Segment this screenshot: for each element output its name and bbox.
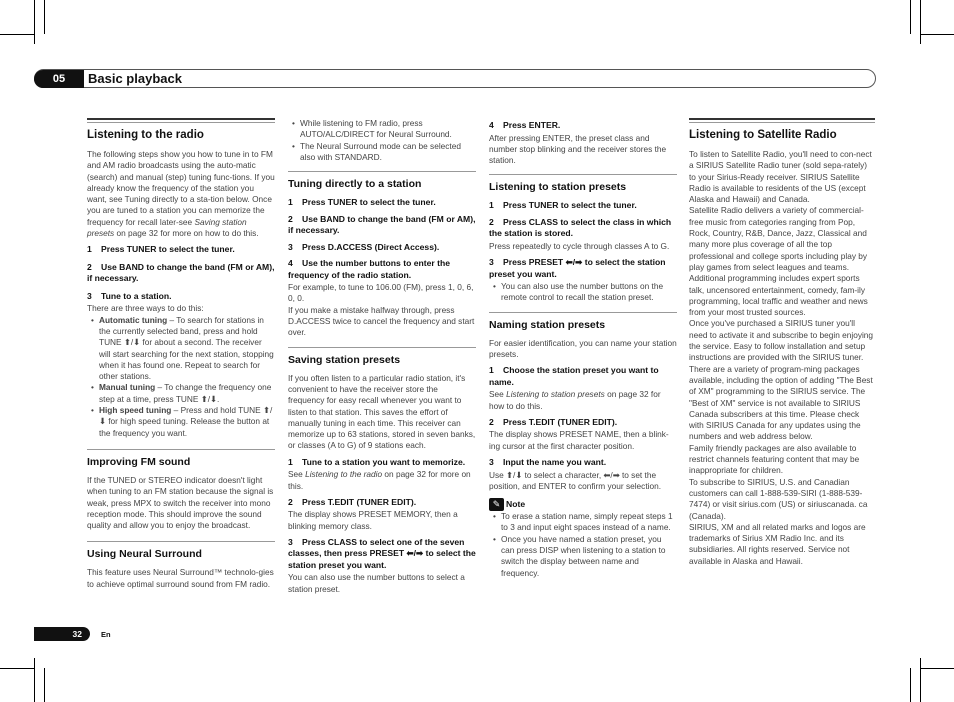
- column-4: [689, 118, 875, 567]
- step-3: 3 Tune to a station.: [87, 290, 172, 301]
- step-1: 1 Tune to a station you want to memorize.: [288, 456, 466, 467]
- subsection-title: Listening to station presets: [489, 181, 627, 194]
- step-2: 2 Press T.EDIT (TUNER EDIT).: [489, 416, 618, 427]
- subsection-title: Improving FM sound: [87, 455, 191, 468]
- step-4-text-2: If you make a mistake halfway through, press D.ACCESS twice to cancel the frequency and start over.: [288, 304, 475, 338]
- step-1: 1 Choose the station preset you want to name.: [489, 365, 659, 387]
- crop-mark: [0, 34, 34, 35]
- step-4-text: For example, to tune to 106.00 (FM), press 1, 0, 6, 0, 0.: [288, 282, 474, 304]
- pencil-icon: ✎: [489, 498, 504, 511]
- step-4: 4 Press ENTER.: [489, 120, 561, 130]
- step-1: 1 Press TUNER to select the tuner.: [288, 197, 436, 208]
- crop-mark: [0, 668, 34, 669]
- name-text: For easier identification, you can name your station presets.: [489, 337, 677, 360]
- divider: [489, 174, 677, 175]
- paragraph: Family friendly packages are also available to restrict channels featuring content that may be inappropriate for children.: [689, 442, 860, 476]
- step-3-text: There are three ways to do this:: [87, 303, 204, 314]
- crop-mark: [920, 34, 954, 35]
- fm-text: If the TUNED or STEREO indicator doesn't light when tuning to an FM station because the signal is weak, press MPX to switch the receiver into mono reception mode. This should improve the sound quality and allow you to enjoy the broadcast.: [87, 474, 274, 531]
- column-2: [288, 118, 476, 595]
- section-title: Listening to Satellite Radio: [689, 129, 837, 141]
- crop-mark: [34, 658, 35, 702]
- divider: [87, 449, 275, 450]
- step-3-text: You can also use the number buttons to select a station preset.: [288, 572, 465, 594]
- list-item: • High speed tuning – Press and hold TUNE ⬆/⬇ for high speed tuning. Release the button at the frequency you want.: [87, 405, 275, 439]
- paragraph: To subscribe to SIRIUS, U.S. and Canadian customers can call 1-888-539-SIRI (1-888-539-7474) or visit sirius.com (US) or siriuscanada. ca (Canada).: [689, 476, 868, 521]
- section-rule: [689, 118, 875, 123]
- crop-mark: [920, 668, 954, 669]
- step-3: 3 Press PRESET ⬅/➡ to select the station preset you want.: [489, 257, 666, 279]
- language-label: En: [101, 630, 111, 639]
- step-1: 1 Press TUNER to select the tuner.: [87, 244, 235, 255]
- step-3-text: Use ⬆/⬇ to select a character, ⬅/➡ to set the position, and ENTER to confirm your selection.: [489, 469, 662, 491]
- crop-mark: [920, 0, 921, 44]
- subsection-title: Saving station presets: [288, 353, 401, 366]
- step-2-text: The display shows PRESET NAME, then a blink-ing cursor at the first character position.: [489, 429, 669, 451]
- ns-text: This feature uses Neural Surround™ technolo-gies to achieve optimal surround sound from FM radio.: [87, 567, 274, 589]
- list-item: • Manual tuning – To change the frequency one step at a time, press TUNE ⬆/⬇.: [87, 382, 275, 405]
- section-title: Listening to the radio: [87, 129, 204, 141]
- chapter-title: Basic playback: [88, 71, 182, 86]
- intro-text: The following steps show you how to tune in to FM and AM radio broadcasts using the auto-matic (search) and manual (step) tuning func-tions. If you already know the frequency of the station you want, see Tuning directly to a sta-tion below. Once you are tuned to a station you can memorize the frequency for recall later-see Saving station presets on page 32 for more on how to do this.: [87, 149, 275, 239]
- paragraph: Satellite Radio delivers a variety of commercial-free music from categories ranging from Pop, Rock, Country, R&B, Dance, Jazz, Classical and many more plus coverage of all the top professional and college sports including play by play games from select leagues and teams. Additional programming includes expert sports talk, uncensored entertainment, comedy, fam-ily programming, local traffic and weather and news from your most trusted sources.: [689, 205, 868, 318]
- list-item: • While listening to FM radio, press AUTO/ALC/DIRECT for Neural Surround.: [288, 118, 476, 141]
- paragraph: SIRIUS, XM and all related marks and logos are trademarks of Sirius XM Radio Inc. and its subsidiaries. All rights reserved. Service not available in Alaska and Hawaii.: [689, 521, 866, 566]
- save-text: If you often listen to a particular radio station, it's convenient to have the receiver store the frequency for easy recall whenever you want to listen to that station. This saves the effort of manually tuning in each time. This receiver can memorize up to 63 stations, stored in seven banks, or classes (A to G) of 9 stations each.: [288, 372, 476, 451]
- list-item: • To erase a station name, simply repeat steps 1 to 3 and input eight spaces instead of a name.: [489, 511, 677, 534]
- step-2: 2 Press CLASS to select the class in which the station is stored.: [489, 216, 672, 239]
- list-item: • The Neural Surround mode can be selected also with STANDARD.: [288, 141, 476, 164]
- list-item: • Once you have named a station preset, you can press DISP when listening to a station to switch the display between name and frequency.: [489, 534, 677, 579]
- crop-mark: [910, 0, 911, 34]
- section-rule: [87, 118, 275, 123]
- step-3: 3 Press CLASS to select one of the seven classes, then press PRESET ⬅/➡ to select the station preset you want.: [288, 536, 476, 570]
- list-item: • You can also use the number buttons on the remote control to recall the station preset.: [489, 281, 677, 304]
- note-heading: [489, 498, 677, 511]
- step-2-text: The display shows PRESET MEMORY, then a blinking memory class.: [288, 509, 458, 531]
- crop-mark: [44, 0, 45, 34]
- step-1: 1 Press TUNER to select the tuner.: [489, 200, 637, 211]
- subsection-title: Tuning directly to a station: [288, 178, 422, 191]
- crop-mark: [920, 658, 921, 702]
- note-label: Note: [506, 499, 526, 509]
- paragraph: To listen to Satellite Radio, you'll need to con-nect a SIRIUS Satellite Radio tuner (sold sepa-rately) to your Sirius-Ready receiver. SIRIUS Satellite Radio is available to residents of the US (except Alaska and Hawaii) and Canada.: [689, 149, 872, 205]
- paragraph: Once you've purchased a SIRIUS tuner you'll need to activate it and subscribe to begin enjoying the service. Easy to follow installation and setup instructions are provided with the SIRIUS tuner. There are a variety of program-ming packages available, including the option of adding "The Best of XM" programming to the SIRIUS service. The "Best of XM" service is not available to SIRIUS Canada subscribers at this time. Please check with SIRIUS Canada for any updates using the numbers and web address below.: [689, 318, 874, 442]
- step-1-text: See Listening to station presets on page 32 for how to do this.: [489, 389, 661, 411]
- subsection-title: Naming station presets: [489, 318, 606, 331]
- column-3: [489, 118, 677, 579]
- subsection-title: Using Neural Surround: [87, 548, 202, 561]
- column-1: [87, 118, 275, 590]
- step-4: 4 Use the number buttons to enter the frequency of the radio station.: [288, 258, 451, 280]
- crop-mark: [910, 668, 911, 702]
- divider: [288, 347, 476, 348]
- step-2: 2 Press T.EDIT (TUNER EDIT).: [288, 496, 417, 507]
- crop-mark: [44, 668, 45, 702]
- page-number: 32: [34, 627, 90, 641]
- divider: [489, 312, 677, 313]
- list-item: • Automatic tuning – To search for stations in the currently selected band, press and hold TUNE ⬆/⬇ for about a second. The receiver will start searching for the next station, stopping when it has found one. Repeat to search for other stations.: [87, 315, 275, 383]
- step-4-text: After pressing ENTER, the preset class and number stop blinking and the receiver stores the station.: [489, 132, 667, 166]
- step-2: 2 Use BAND to change the band (FM or AM), if necessary.: [87, 261, 275, 284]
- step-3: 3 Input the name you want.: [489, 457, 607, 468]
- step-3: 3 Press D.ACCESS (Direct Access).: [288, 241, 440, 252]
- crop-mark: [34, 0, 35, 44]
- chapter-number: 05: [34, 70, 84, 88]
- step-1-text: See Listening to the radio on page 32 for more on this.: [288, 469, 471, 491]
- step-2: 2 Use BAND to change the band (FM or AM), if necessary.: [288, 213, 476, 236]
- step-2-text: Press repeatedly to cycle through classes A to G.: [489, 240, 670, 251]
- divider: [87, 541, 275, 542]
- divider: [288, 171, 476, 172]
